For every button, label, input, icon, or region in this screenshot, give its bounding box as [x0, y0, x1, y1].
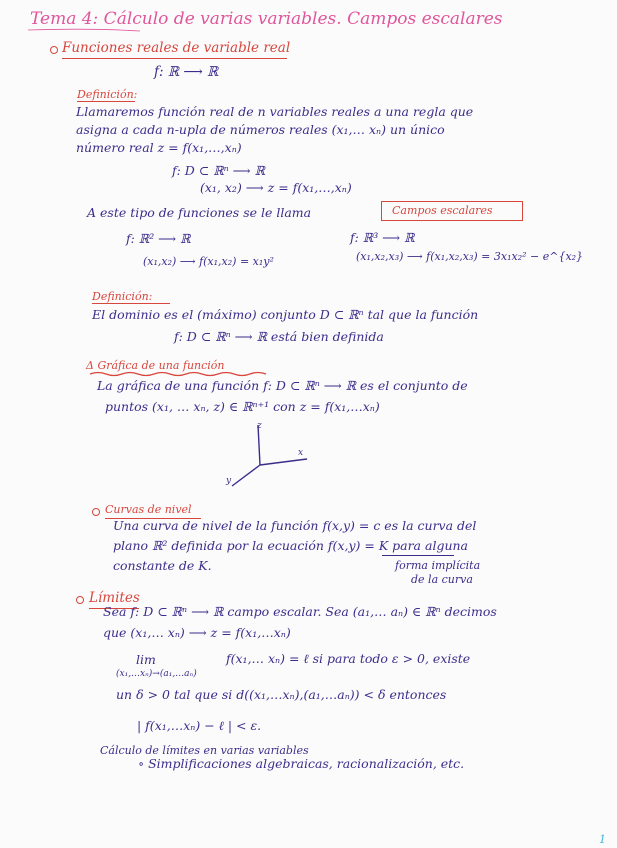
- formula-map: f: D ⊂ ℝⁿ ⟶ ℝ: [172, 163, 265, 178]
- definition-label: Definición:: [77, 88, 138, 101]
- domain-line: f: D ⊂ ℝⁿ ⟶ ℝ está bien definida: [174, 329, 384, 344]
- y-axis-line: [232, 465, 260, 486]
- level-curve-line: Una curva de nivel de la función f(x,y) = c es la curva del: [113, 518, 477, 533]
- definition-label: Definición:: [92, 290, 153, 303]
- limit-expression: f(x₁,… xₙ) = ℓ si para todo ε > 0, existe: [226, 651, 471, 666]
- page-title: Tema 4: Cálculo de varias variables. Campos escalares: [30, 9, 503, 29]
- implicit-note: de la curva: [411, 573, 473, 586]
- level-curve-line: constante de K.: [113, 558, 212, 573]
- section-heading-curvas: Curvas de nivel: [105, 503, 192, 516]
- section-bullet: [92, 508, 100, 516]
- limit-word: lim: [136, 652, 156, 667]
- section-heading-limites: Límites: [89, 590, 140, 606]
- implicit-underline: [382, 555, 454, 556]
- domain-line: El dominio es el (máximo) conjunto D ⊂ ℝⁿ tal que la función: [92, 307, 479, 322]
- limit-line: un δ > 0 tal que si d((x₁,…xₙ),(a₁,…aₙ)) < δ entonces: [116, 687, 447, 702]
- example2-map: f: ℝ³ ⟶ ℝ: [350, 230, 415, 245]
- axis-label-x: x: [298, 448, 304, 458]
- graph-line: La gráfica de una función f: D ⊂ ℝⁿ ⟶ ℝ es el conjunto de: [97, 378, 468, 393]
- graph-line: puntos (x₁, … xₙ, z) ∈ ℝⁿ⁺¹ con z = f(x₁,…xₙ): [105, 399, 380, 414]
- section-bullet: [76, 596, 84, 604]
- example1-rule: (x₁,x₂) ⟶ f(x₁,x₂) = x₁y²: [143, 255, 274, 268]
- axis-label-z: z: [257, 421, 262, 431]
- section-heading-funciones: Funciones reales de variable real: [62, 40, 291, 56]
- calc-methods: ∘ Simplificaciones algebraicas, racionalización, etc.: [138, 756, 465, 771]
- formula-f-r-r: f: ℝ ⟶ ℝ: [154, 64, 219, 80]
- definition-line: número real z = f(x₁,…,xₙ): [76, 140, 242, 155]
- graph-label: Δ Gráfica de una función: [86, 359, 225, 372]
- limit-subscript: (x₁,…xₙ)→(a₁,…aₙ): [116, 669, 197, 679]
- z-axis-line: [258, 425, 260, 465]
- formula-rule: (x₁, x₂) ⟶ z = f(x₁,…,xₙ): [200, 180, 352, 195]
- definition-line: Llamaremos función real de n variables reales a una regla que: [76, 104, 474, 119]
- boxed-term: Campos escalares: [392, 204, 493, 217]
- limit-line: que (x₁,… xₙ) ⟶ z = f(x₁,…xₙ): [103, 625, 291, 640]
- implicit-note: forma implícita: [395, 559, 481, 572]
- example1-map: f: ℝ² ⟶ ℝ: [126, 231, 191, 246]
- level-curve-line: plano ℝ² definida por la ecuación f(x,y) = K para alguna: [113, 538, 468, 553]
- note-text: A este tipo de funciones se le llama: [87, 205, 312, 220]
- x-axis-line: [260, 459, 307, 465]
- limit-line: Sea f: D ⊂ ℝⁿ ⟶ ℝ campo escalar. Sea (a₁,… aₙ) ∈ ℝⁿ decimos: [103, 604, 497, 619]
- definition-line: asigna a cada n-upla de números reales (x₁,… xₙ) un único: [76, 122, 445, 137]
- page-number: 1: [599, 833, 606, 846]
- example2-rule: (x₁,x₂,x₃) ⟶ f(x₁,x₂,x₃) = 3x₁x₂² − e^{x₂}: [356, 250, 584, 263]
- limit-line: | f(x₁,…xₙ) − ℓ | < ε.: [137, 718, 262, 733]
- axis-label-y: y: [226, 476, 232, 486]
- calc-heading: Cálculo de límites en varias variables: [100, 744, 309, 757]
